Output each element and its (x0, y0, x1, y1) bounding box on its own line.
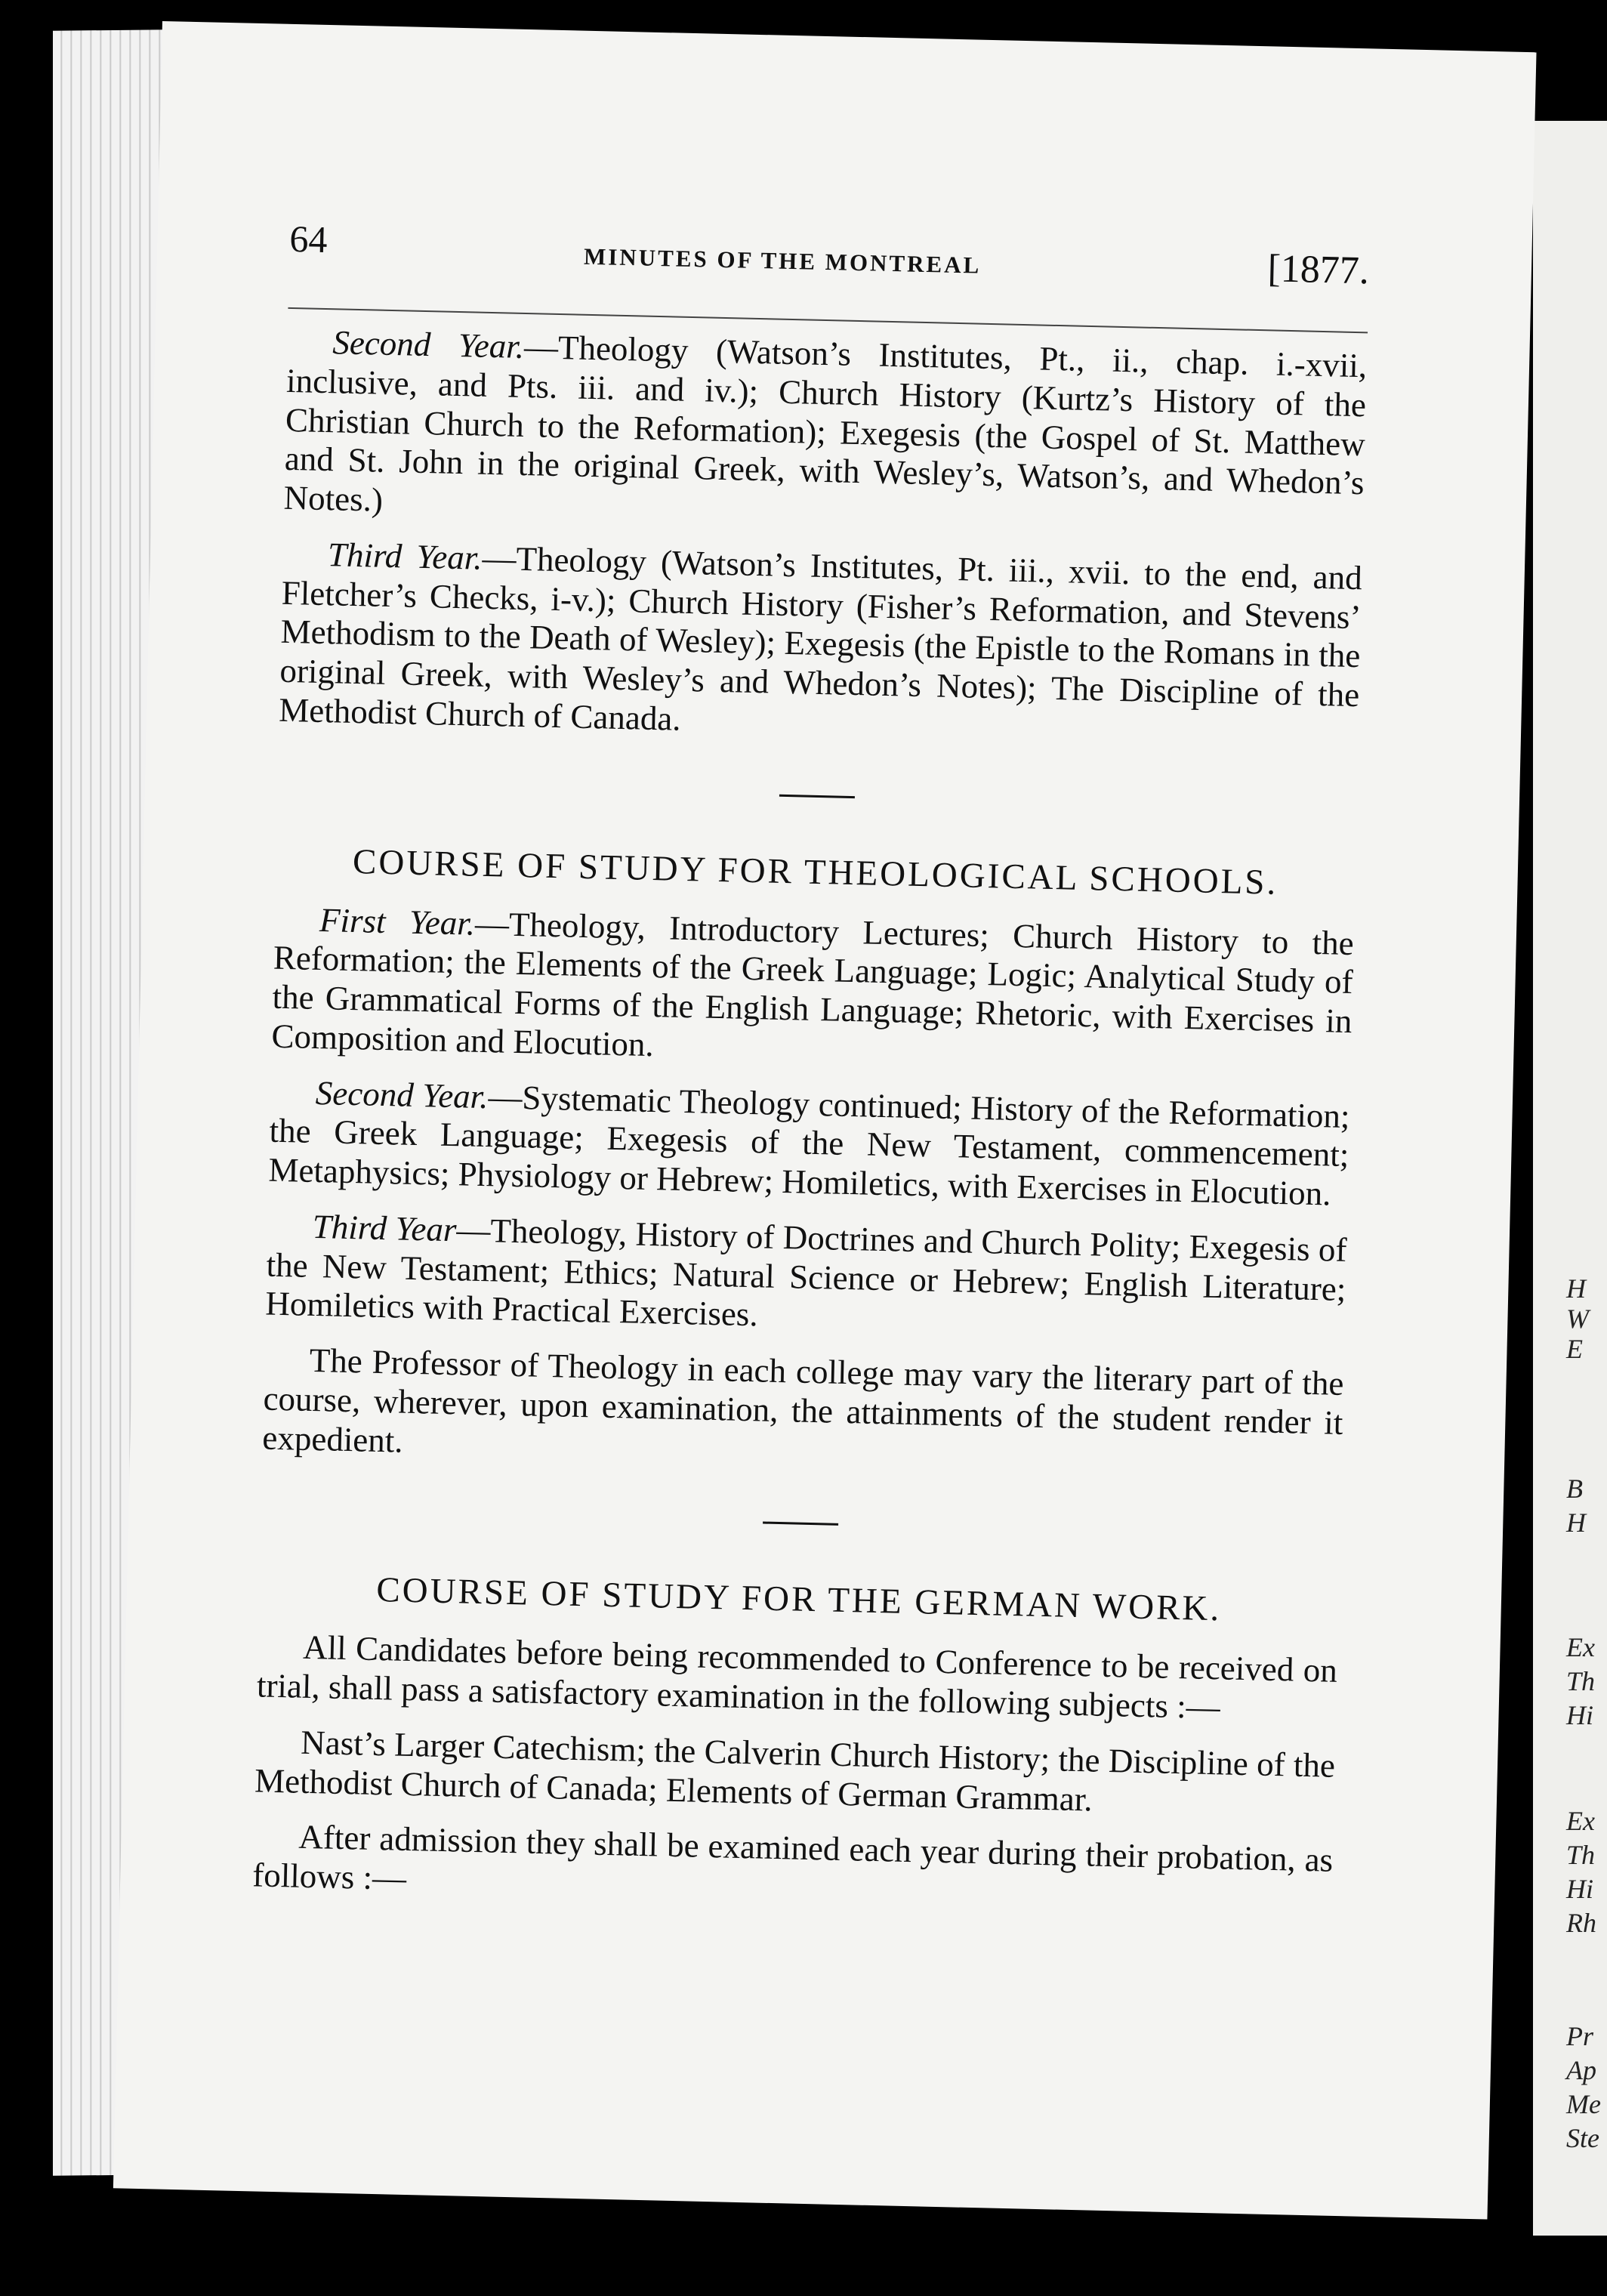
paragraph-text: —Theology, Introductory Lectures; Church History to the Reformation; the Elements of the Greek Language; Logic; Analytical Study of the Grammatical Forms of the English Language; Rhetoric, with Exercises in Composition and Elocution. (270, 904, 1355, 1063)
page-number: 64 (288, 217, 328, 261)
facing-page-fragment: Rh (1566, 1908, 1596, 1938)
paragraph-text: —Theology, History of Doctrines and Church Polity; Exegesis of the New Testament; Ethics; Natural Science or Hebrew; English Literature; Homiletics with Practical Exercises. (264, 1211, 1348, 1334)
section-heading-german: COURSE OF STUDY FOR THE GERMAN WORK. (375, 1570, 1222, 1629)
paragraph-second-year (268, 1072, 1350, 1214)
facing-page-fragment: Ap (1566, 2055, 1596, 2085)
facing-page-fragment: H (1566, 1508, 1586, 1538)
paragraph-second-year (283, 322, 1368, 542)
paragraph-text: —Theology (Watson’s Institutes, Pt. iii., xvii. to the end, and Fletcher’s Checks, i-v.); Church History (Fisher’s Reformation, and Stevens’ Methodism to the Death of Wesley); Exegesis (the Epistle to the Romans in the original Greek, with Wesley’s and Whedon’s Notes); The Discipline of the Methodist Church of Canada. (278, 539, 1363, 738)
paragraph-text: —Systematic Theology continued; History of the Reformation; the Greek Language; Exegesis of the New Testament, commencement; Metaphysics; Physiology or Hebrew; Homiletics, with Exercises in Elocution. (267, 1077, 1351, 1213)
facing-page-fragment: Ste (1566, 2123, 1599, 2153)
paragraph-first-year (271, 900, 1354, 1080)
facing-page-fragment: Ex (1566, 1806, 1595, 1836)
facing-page-fragment: Pr (1566, 2021, 1593, 2051)
facing-page-fragment: W (1566, 1304, 1589, 1334)
facing-page-fragment: Ex (1566, 1632, 1595, 1662)
paragraph-third-year (265, 1206, 1347, 1348)
year-mark: [1877. (1266, 247, 1370, 293)
facing-page-fragment: H (1566, 1273, 1586, 1304)
paragraph-third-year (279, 535, 1363, 755)
paragraph-lead: First Year. (319, 900, 476, 943)
paragraph-text: —Theology (Watson’s Institutes, Pt., ii., chap. i.-xvii, inclusive, and Pts. iii. and iv.); Church History (Kurtz’s History of the Christian Church to the Reformation); Exegesis (the Gospel of St. Matthew and St. John in the original Greek, with Wesley’s, Watson’s, and Whedon’s Notes.) (283, 327, 1368, 519)
facing-page-fragment: Hi (1566, 1700, 1593, 1730)
book-page (113, 21, 1537, 2220)
facing-page-fragment: E (1566, 1334, 1583, 1364)
facing-page-fragment: Th (1566, 1666, 1596, 1696)
facing-page-fragment: B (1566, 1474, 1583, 1504)
paragraph-lead: Second Year. (332, 323, 525, 366)
paragraph-subjects: Nast’s Larger Catechism; the Calverin Church History; the Discipline of the Methodist Church of Canada; Elements of German Grammar. (254, 1723, 1336, 1819)
facing-page-fragment: Hi (1566, 1874, 1593, 1904)
section-divider (779, 794, 855, 798)
paragraph-candidates: All Candidates before being recommended to Conference to be received on trial, shall pass a satisfactory examination in the following subjects :— (256, 1628, 1338, 1727)
paragraph-probation: After admission they shall be examined each year during their probation, as follows :— (251, 1817, 1334, 1897)
paragraph-professor-note: The Professor of Theology in each college may vary the literary part of the course, wherever, upon examination, the attainments of the student render it expedient. (261, 1341, 1345, 1460)
facing-page (1533, 121, 1607, 2236)
facing-page-fragment: Me (1566, 2089, 1601, 2119)
facing-page-fragment: Th (1566, 1840, 1596, 1870)
page-content (251, 217, 1370, 1936)
section-divider (763, 1522, 838, 1526)
paragraph-lead: Second Year. (315, 1073, 489, 1116)
running-title: MINUTES OF THE MONTREAL (583, 242, 982, 279)
paragraph-lead: Third Year. (327, 535, 483, 577)
section-heading-theological: COURSE OF STUDY FOR THEOLOGICAL SCHOOLS. (352, 841, 1279, 903)
page-header (288, 217, 1369, 301)
paragraph-lead: Third Year (312, 1207, 458, 1248)
